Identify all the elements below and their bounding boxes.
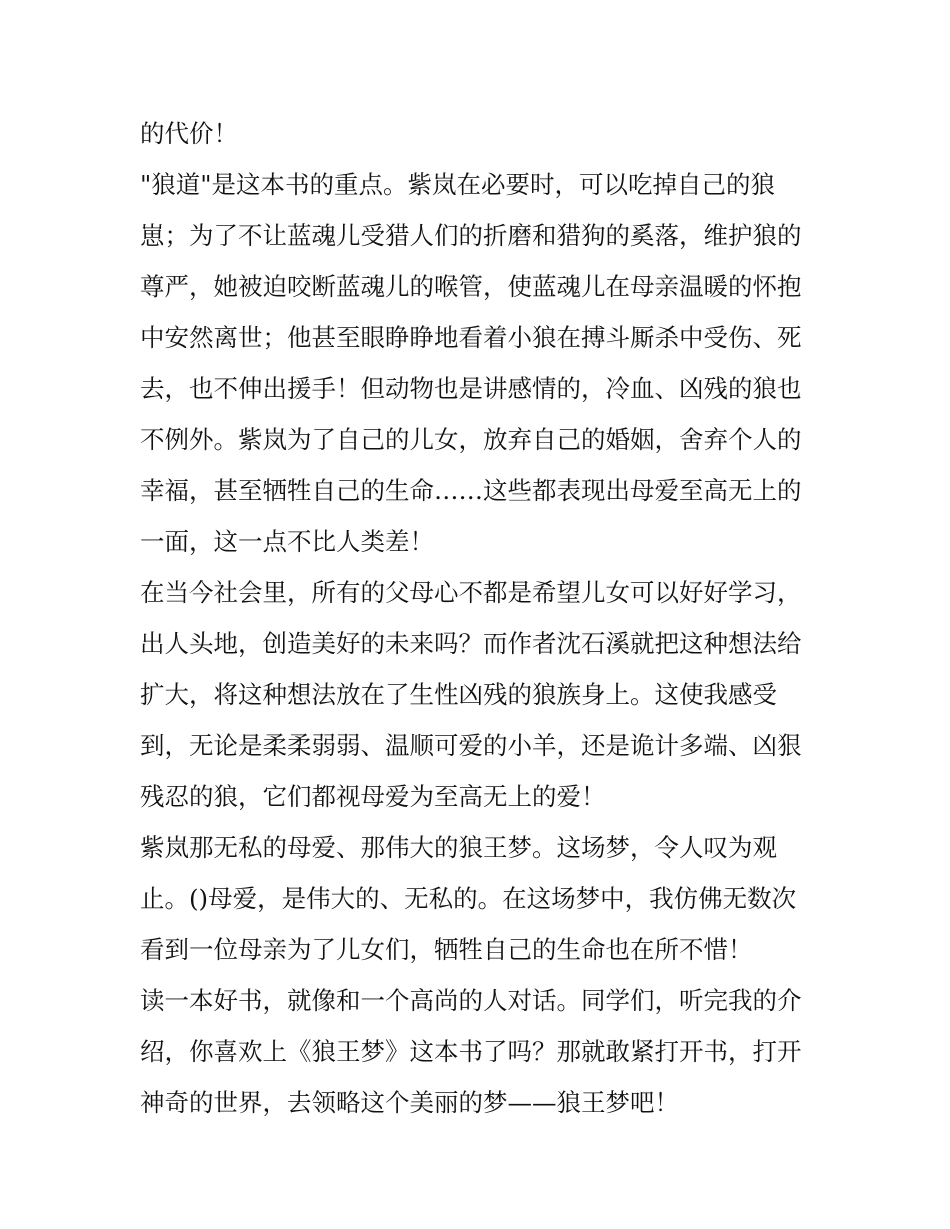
text-line: 读一本好书，就像和一个高尚的人对话。同学们，听完我的介 xyxy=(140,986,802,1015)
text-line: 扩大，将这种想法放在了生性凶残的狼族身上。这使我感受 xyxy=(140,680,777,709)
text-line: 去，也不伸出援手！但动物也是讲感情的，冷血、凶残的狼也 xyxy=(140,374,802,403)
text-line: 止。()母爱，是伟大的、无私的。在这场梦中，我仿佛无数次 xyxy=(140,884,797,913)
text-line: 尊严，她被迫咬断蓝魂儿的喉管，使蓝魂儿在母亲温暖的怀抱 xyxy=(140,272,802,301)
text-line: 紫岚那无私的母爱、那伟大的狼王梦。这场梦，令人叹为观 xyxy=(140,833,777,862)
text-line: 在当今社会里，所有的父母心不都是希望儿女可以好好学习， xyxy=(140,578,802,607)
text-line: 到，无论是柔柔弱弱、温顺可爱的小羊，还是诡计多端、凶狠 xyxy=(140,731,802,760)
text-line: 不例外。紫岚为了自己的儿女，放弃自己的婚姻，舍弃个人的 xyxy=(140,425,802,454)
text-line: 一面，这一点不比人类差！ xyxy=(140,527,434,556)
text-line: 残忍的狼，它们都视母爱为至高无上的爱！ xyxy=(140,782,606,811)
text-line: 看到一位母亲为了儿女们，牺牲自己的生命也在所不惜！ xyxy=(140,935,753,964)
text-line: 神奇的世界，去领略这个美丽的梦——狼王梦吧！ xyxy=(140,1088,679,1117)
text-line: 崽；为了不让蓝魂儿受猎人们的折磨和猎狗的奚落，维护狼的 xyxy=(140,221,802,250)
document-body xyxy=(140,108,820,1128)
text-line: 幸福，甚至牺牲自己的生命……这些都表现出母爱至高无上的 xyxy=(140,476,802,505)
text-line: "狼道"是这本书的重点。紫岚在必要时，可以吃掉自己的狼 xyxy=(140,170,776,199)
text-line: 出人头地，创造美好的未来吗？而作者沈石溪就把这种想法给 xyxy=(140,629,802,658)
text-line: 绍，你喜欢上《狼王梦》这本书了吗？那就敢紧打开书，打开 xyxy=(140,1037,802,1066)
text-line: 的代价！ xyxy=(140,119,238,148)
text-line: 中安然离世；他甚至眼睁睁地看着小狼在搏斗厮杀中受伤、死 xyxy=(140,323,802,352)
